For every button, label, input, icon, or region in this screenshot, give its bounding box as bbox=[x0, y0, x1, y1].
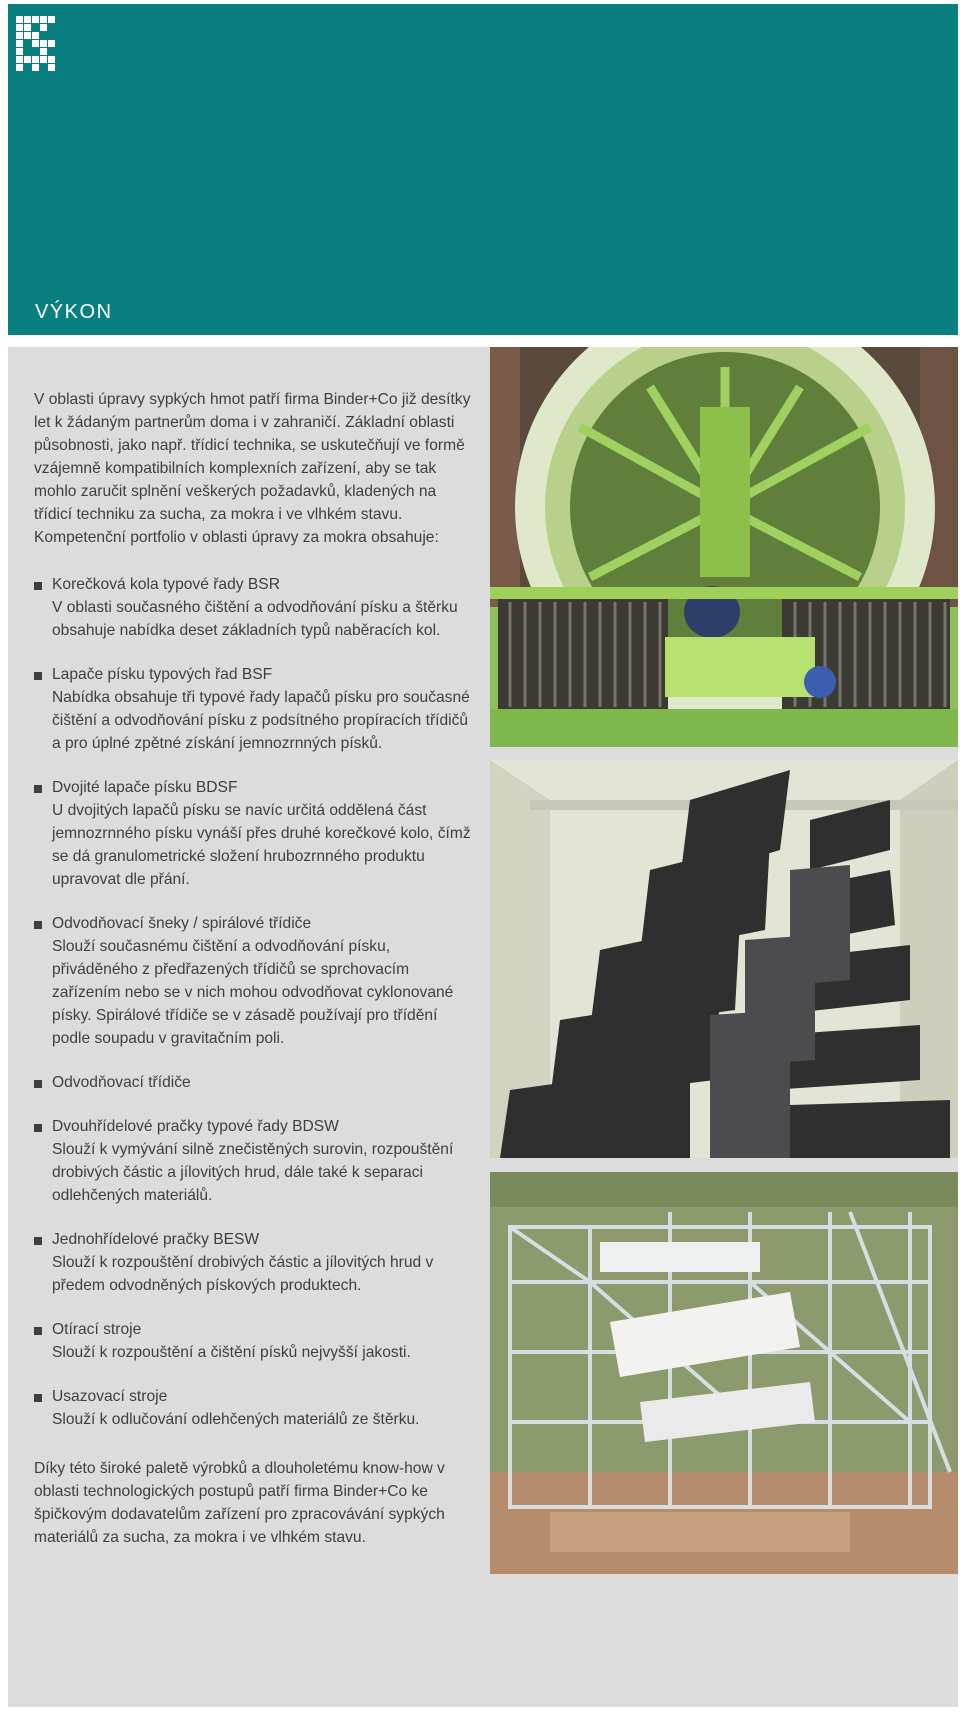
list-item bbox=[34, 776, 474, 891]
list-item bbox=[34, 912, 474, 1050]
plant-structure-photo bbox=[490, 1172, 958, 1574]
square-bullet-icon bbox=[34, 582, 42, 590]
bucket-wheel-photo bbox=[490, 347, 958, 747]
item-title: Usazovací stroje bbox=[52, 1388, 168, 1405]
pixel-grid-logo-icon bbox=[16, 16, 56, 72]
intro-paragraph: V oblasti úpravy sypkých hmot patří firma Binder+Co již desítky let k žádaným partnerům doma i v zahraničí. Základní oblasti působnosti, jako např. třídicí technika, se uskutečňují ve formě vzájemně kompatibilních komplexních zařízení, aby se tak mohlo zaručit splnění veškerých požadavků, kladených na třídicí techniku za sucha, za mokra i ve vlhkém stavu. Kompetenční portfolio v oblasti úpravy za mokra obsahuje: bbox=[34, 391, 471, 546]
list-item bbox=[34, 1071, 474, 1094]
item-description: Slouží k vymývání silně znečistěných surovin, rozpouštění drobivých částic a jílovitých hrud, dále také k separaci odlehčených materiálů. bbox=[52, 1141, 454, 1204]
item-description: U dvojitých lapačů písku se navíc určitá oddělená část jemnozrnného písku vynáší přes druhé korečkové kolo, čímž se dá granulometrické složení hrubozrnného produktu upravovat dle přání. bbox=[52, 802, 471, 888]
item-description: Nabídka obsahuje tři typové řady lapačů písku pro současné čištění a odvodňování písku z podsítného propíracích třídičů a pro úplné zpětné získání jemnozrnných písků. bbox=[52, 689, 470, 752]
item-description: Slouží k odlučování odlehčených materiálů ze štěrku. bbox=[52, 1411, 420, 1428]
item-title: Dvouhřídelové pračky typové řady BDSW bbox=[52, 1118, 339, 1135]
item-title: Otírací stroje bbox=[52, 1321, 142, 1338]
item-description: Slouží k rozpouštění a čištění písků nejvyšší jakosti. bbox=[52, 1344, 411, 1361]
square-bullet-icon bbox=[34, 1394, 42, 1402]
item-description: Slouží k rozpouštění drobivých částic a jílovitých hrud v předem odvodněných pískových produktech. bbox=[52, 1254, 434, 1294]
list-item bbox=[34, 1385, 474, 1431]
text-column bbox=[34, 388, 474, 1549]
square-bullet-icon bbox=[34, 921, 42, 929]
square-bullet-icon bbox=[34, 1237, 42, 1245]
item-title: Odvodňovací třídiče bbox=[52, 1074, 191, 1091]
square-bullet-icon bbox=[34, 785, 42, 793]
list-item bbox=[34, 1115, 474, 1207]
item-title: Korečková kola typové řady BSR bbox=[52, 576, 280, 593]
list-item bbox=[34, 663, 474, 755]
list-item bbox=[34, 1228, 474, 1297]
item-title: Jednohřídelové pračky BESW bbox=[52, 1231, 260, 1248]
square-bullet-icon bbox=[34, 1080, 42, 1088]
section-title: VÝKON bbox=[35, 301, 113, 323]
square-bullet-icon bbox=[34, 1327, 42, 1335]
square-bullet-icon bbox=[34, 672, 42, 680]
item-title: Dvojité lapače písku BDSF bbox=[52, 779, 238, 796]
item-description: V oblasti současného čištění a odvodňování písku a štěrku obsahuje nabídka deset základních typů naběracích kol. bbox=[52, 599, 458, 639]
list-item bbox=[34, 1318, 474, 1364]
product-list bbox=[34, 573, 474, 1431]
square-bullet-icon bbox=[34, 1124, 42, 1132]
closing-paragraph: Díky této široké paletě výrobků a dlouholetému know-how v oblasti technologických postupů patří firma Binder+Co ke špičkovým dodavatelům zařízení pro zpracovávání sypkých materiálů za sucha, za mokra i ve vlhkém stavu. bbox=[34, 1460, 445, 1546]
header-band bbox=[8, 4, 958, 335]
item-title: Odvodňovací šneky / spirálové třídiče bbox=[52, 915, 312, 932]
sand-trap-photo bbox=[490, 760, 958, 1158]
list-item bbox=[34, 573, 474, 642]
item-title: Lapače písku typových řad BSF bbox=[52, 666, 273, 683]
item-description: Slouží současnému čištění a odvodňování písku, přiváděného z předřazených třídičů se sprchovacím zařízením nebo se v nich mohou odvodňovat cyklonované písky. Spirálové třídiče se v zásadě používají pro třídění podle soupadu v gravitačním poli. bbox=[52, 938, 454, 1047]
